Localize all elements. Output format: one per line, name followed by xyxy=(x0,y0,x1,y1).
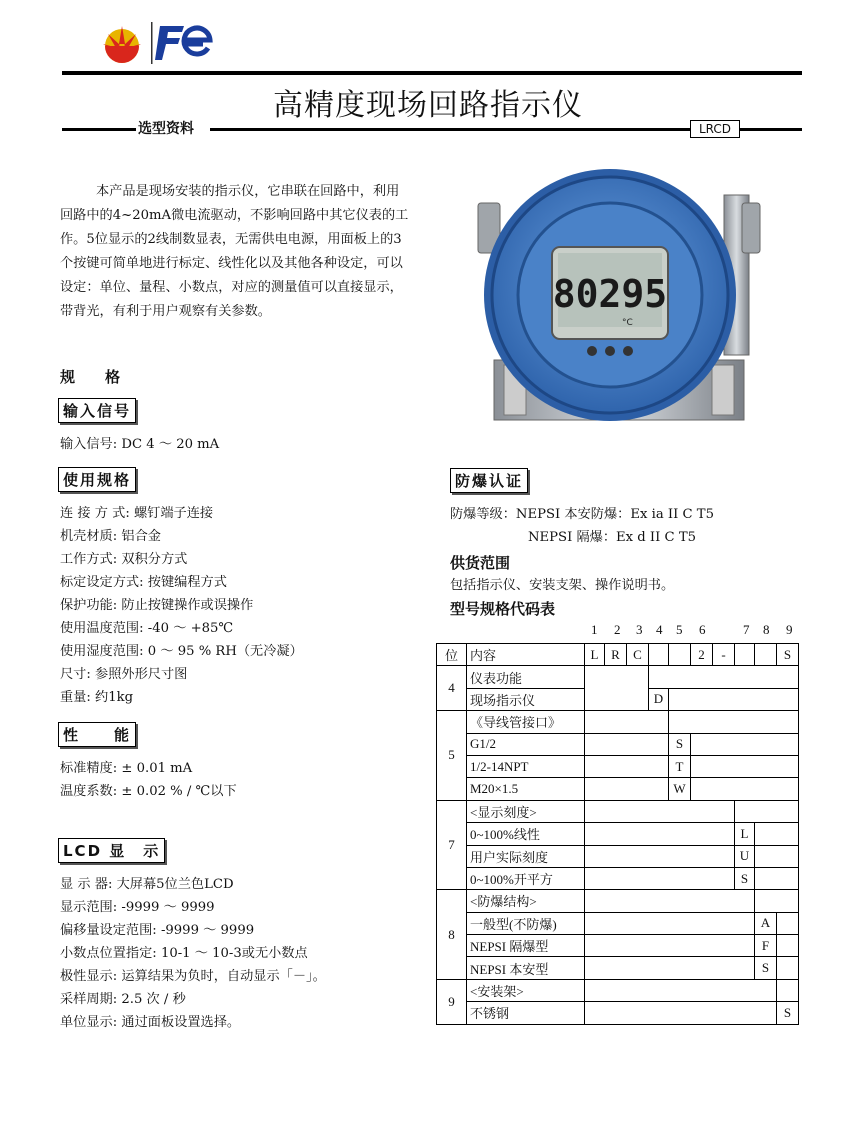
spec-heading: 规 格 xyxy=(60,368,121,386)
spec-line: 使用温度范围: -40 ～ +85℃ xyxy=(60,621,234,636)
row-label: NEPSI 隔爆型 xyxy=(467,935,585,957)
input-section-title xyxy=(58,398,136,423)
table-cell: S xyxy=(777,644,799,666)
row-code: W xyxy=(669,778,691,800)
spec-line: 输入信号: DC 4 ～ 20 mA xyxy=(60,437,220,452)
row-label: 0~100%线性 xyxy=(467,823,585,845)
row-label: <显示刻度> xyxy=(467,800,585,822)
explosion-line-1: 防爆等级：NEPSI 本安防爆：Ex ia II C T5 xyxy=(450,507,714,522)
spec-line: 单位显示: 通过面板设置选择。 xyxy=(60,1015,241,1030)
row-code: S xyxy=(755,957,777,979)
table-cell: - xyxy=(713,644,735,666)
spec-line: 显 示 器: 大屏幕5位兰色LCD xyxy=(60,877,234,892)
usage-section xyxy=(60,502,303,709)
usage-section-title xyxy=(58,467,136,492)
spec-line: 偏移量设定范围: -9999 ～ 9999 xyxy=(60,923,255,938)
row-code: A xyxy=(755,912,777,934)
position-number: 8 xyxy=(763,622,770,637)
rule-mid xyxy=(210,128,690,131)
section-subtitle: 选型资料 xyxy=(138,121,194,137)
table-cell: R xyxy=(605,644,627,666)
position-number: 4 xyxy=(656,622,663,637)
lcd-section-title xyxy=(58,838,165,863)
lcd-title: LCD 显 示 xyxy=(58,838,165,863)
spec-line: 小数点位置指定: 10-1 ～ 10-3或无小数点 xyxy=(60,946,308,961)
spec-line: 极性显示: 运算结果为负时，自动显示「－」。 xyxy=(60,969,326,984)
row-code: U xyxy=(735,845,755,867)
position-number: 1 xyxy=(591,622,598,637)
table-cell: 位 xyxy=(437,644,467,666)
row-code: D xyxy=(649,688,669,710)
rule-left xyxy=(62,128,136,131)
page-title: 高精度现场回路指示仪 xyxy=(273,88,583,123)
fe-logo-icon xyxy=(155,26,210,60)
row-label: 仪表功能 xyxy=(467,666,585,688)
spec-line: 机壳材质: 铝合金 xyxy=(60,529,161,544)
row-code: S xyxy=(735,867,755,889)
top-rule xyxy=(62,71,802,75)
table-row xyxy=(437,823,799,845)
table-cell xyxy=(735,644,755,666)
table-row xyxy=(437,912,799,934)
position-number: 2 xyxy=(614,622,621,637)
position-number: 3 xyxy=(636,622,643,637)
row-label: G1/2 xyxy=(467,733,585,755)
petrochina-logo-icon xyxy=(103,26,141,63)
spec-line: 温度系数: ± 0.02 % / ℃以下 xyxy=(60,784,237,799)
position-number: 9 xyxy=(786,622,793,637)
supply-text: 包括指示仪、安装支架、操作说明书。 xyxy=(450,578,675,593)
table-cell: 内容 xyxy=(467,644,585,666)
table-row xyxy=(437,688,799,710)
row-label: 现场指示仪 xyxy=(467,688,585,710)
row-label: <防爆结构> xyxy=(467,890,585,912)
row-label: 不锈钢 xyxy=(467,1002,585,1024)
performance-title: 性 能 xyxy=(58,722,136,747)
table-row xyxy=(437,755,799,777)
spec-line: 工作方式: 双积分方式 xyxy=(60,552,188,567)
explosion-section-title xyxy=(450,468,528,493)
table-cell: 2 xyxy=(691,644,713,666)
lcd-reading: 80295 xyxy=(552,272,668,316)
group-pos: 5 xyxy=(437,711,467,801)
table-row xyxy=(437,979,799,1001)
spec-line: 重量: 约1kg xyxy=(60,690,134,705)
group-pos: 8 xyxy=(437,890,467,980)
table-row xyxy=(437,957,799,979)
lcd-section xyxy=(60,873,326,1034)
explosion-line-2: NEPSI 隔爆：Ex d II C T5 xyxy=(528,530,697,545)
group-pos: 7 xyxy=(437,800,467,890)
row-code: S xyxy=(669,733,691,755)
row-code: T xyxy=(669,755,691,777)
spec-line: 尺寸: 参照外形尺寸图 xyxy=(60,667,188,682)
row-label: <安装架> xyxy=(467,979,585,1001)
table-row xyxy=(437,867,799,889)
input-section xyxy=(60,433,219,456)
row-label: 一般型(不防爆) xyxy=(467,912,585,934)
table-cell xyxy=(755,644,777,666)
table-row xyxy=(437,845,799,867)
model-table-title: 型号规格代码表 xyxy=(450,600,556,618)
table-row xyxy=(437,778,799,800)
usage-title: 使用规格 xyxy=(58,467,136,492)
table-row xyxy=(437,1002,799,1024)
explosion-title: 防爆认证 xyxy=(450,468,528,493)
rule-right xyxy=(740,128,802,131)
spec-line: 采样周期: 2.5 次 / 秒 xyxy=(60,992,186,1007)
spec-line: 标定设定方式: 按键编程方式 xyxy=(60,575,227,590)
table-cell xyxy=(649,644,669,666)
row-label: 用户实际刻度 xyxy=(467,845,585,867)
table-row xyxy=(437,733,799,755)
spec-line: 显示范围: -9999 ～ 9999 xyxy=(60,900,215,915)
table-row xyxy=(437,800,799,822)
table-row xyxy=(437,890,799,912)
group-pos: 9 xyxy=(437,979,467,1024)
intro-paragraph: 本产品是现场安装的指示仪，它串联在回路中，利用回路中的4~20mA微电流驱动，不影响回路中其它仪表的工作。5位显示的2线制数显表，无需供电电源，用面板上的3个按键可简单地进行标定、线性化以及其他各种设定，可以设定：单位、量程、小数点，对应的测量值可以直接显示，带背光，有利于用户观察有关参数。 xyxy=(60,184,409,319)
group-pos: 4 xyxy=(437,666,467,711)
row-label: 《导线管接口》 xyxy=(467,711,585,733)
spec-line: 使用湿度范围: 0 ～ 95 % RH（无冷凝） xyxy=(60,644,303,659)
spec-line: 连 接 方 式: 螺钉端子连接 xyxy=(60,506,214,521)
row-code: F xyxy=(755,935,777,957)
table-cell: C xyxy=(627,644,649,666)
table-header-row xyxy=(437,644,799,666)
performance-section xyxy=(60,757,237,803)
row-label: M20×1.5 xyxy=(467,778,585,800)
row-code: S xyxy=(777,1002,799,1024)
table-row xyxy=(437,935,799,957)
input-title: 输入信号 xyxy=(58,398,136,423)
model-code-box: LRCD xyxy=(690,120,740,138)
position-number: 6 xyxy=(699,622,706,637)
table-row xyxy=(437,711,799,733)
supply-title: 供货范围 xyxy=(450,554,511,572)
table-row xyxy=(437,666,799,688)
row-label: NEPSI 本安型 xyxy=(467,957,585,979)
product-photo xyxy=(474,165,764,430)
position-number: 5 xyxy=(676,622,683,637)
row-label: 1/2-14NPT xyxy=(467,755,585,777)
lcd-unit: °C xyxy=(622,318,633,328)
row-label: 0~100%开平方 xyxy=(467,867,585,889)
table-cell: L xyxy=(585,644,605,666)
company-logo xyxy=(100,18,220,68)
table-cell xyxy=(669,644,691,666)
model-code-table xyxy=(436,643,799,1025)
performance-section-title xyxy=(58,722,136,747)
position-number: 7 xyxy=(743,622,750,637)
spec-line: 保护功能: 防止按键操作或误操作 xyxy=(60,598,254,613)
row-code: L xyxy=(735,823,755,845)
spec-line: 标准精度: ± 0.01 mA xyxy=(60,761,193,776)
